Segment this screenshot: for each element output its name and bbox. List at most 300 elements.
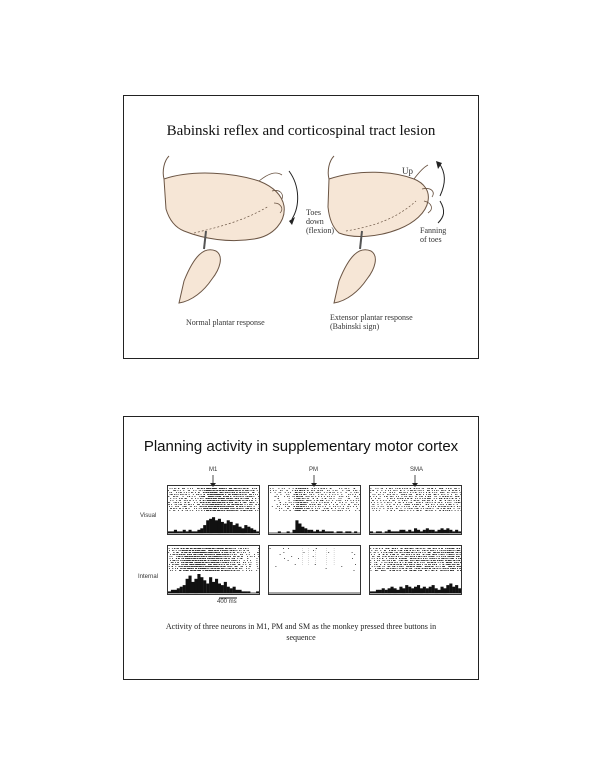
spike-mark — [218, 496, 219, 497]
spike-mark — [176, 560, 177, 561]
spike-mark — [245, 548, 246, 549]
spike-mark — [186, 570, 187, 571]
spike-mark — [185, 502, 186, 503]
spike-mark — [194, 506, 195, 507]
spike-mark — [407, 560, 408, 561]
spike-mark — [234, 558, 235, 559]
spike-mark — [384, 564, 385, 565]
spike-mark — [198, 556, 199, 557]
spike-mark — [198, 504, 199, 505]
spike-mark — [409, 496, 410, 497]
spike-mark — [277, 504, 278, 505]
spike-mark — [326, 500, 327, 501]
spike-mark — [452, 556, 453, 557]
spike-mark — [251, 562, 252, 563]
spike-mark — [441, 508, 442, 509]
spike-mark — [175, 548, 176, 549]
spike-mark — [173, 560, 174, 561]
spike-mark — [426, 570, 427, 571]
spike-mark — [218, 566, 219, 567]
spike-mark — [392, 548, 393, 549]
spike-mark — [186, 508, 187, 509]
spike-mark — [392, 550, 393, 551]
spike-mark — [418, 510, 419, 511]
spike-mark — [382, 570, 383, 571]
spike-mark — [336, 504, 337, 505]
spike-mark — [180, 502, 181, 503]
spike-mark — [185, 498, 186, 499]
spike-mark — [387, 548, 388, 549]
spike-mark — [439, 558, 440, 559]
spike-mark — [453, 498, 454, 499]
spike-mark — [386, 554, 387, 555]
spike-mark — [185, 502, 186, 503]
spike-mark — [453, 564, 454, 565]
histogram-bar — [218, 519, 221, 533]
spike-mark — [451, 562, 452, 563]
spike-mark — [388, 568, 389, 569]
spike-mark — [233, 560, 234, 561]
spike-mark — [223, 558, 224, 559]
fanning-label — [420, 226, 446, 244]
spike-mark — [376, 508, 377, 509]
spike-mark — [220, 496, 221, 497]
spike-mark — [419, 496, 420, 497]
spike-mark — [443, 564, 444, 565]
spike-mark — [435, 568, 436, 569]
spike-mark — [246, 494, 247, 495]
spike-mark — [172, 550, 173, 551]
spike-mark — [239, 560, 240, 561]
spike-mark — [183, 506, 184, 507]
spike-mark — [398, 556, 399, 557]
raster-histogram — [370, 546, 461, 594]
spike-mark — [371, 554, 372, 555]
spike-mark — [200, 562, 201, 563]
spike-mark — [454, 554, 455, 555]
spike-mark — [411, 566, 412, 567]
spike-mark — [213, 554, 214, 555]
spike-mark — [255, 494, 256, 495]
spike-mark — [406, 506, 407, 507]
spike-mark — [425, 558, 426, 559]
spike-mark — [247, 560, 248, 561]
spike-mark — [210, 508, 211, 509]
spike-mark — [216, 552, 217, 553]
spike-mark — [206, 552, 207, 553]
spike-mark — [189, 566, 190, 567]
spike-mark — [241, 510, 242, 511]
histogram-bar — [174, 590, 177, 593]
spike-mark — [212, 554, 213, 555]
spike-mark — [460, 552, 461, 553]
spike-mark — [426, 568, 427, 569]
spike-mark — [406, 552, 407, 553]
spike-mark — [252, 496, 253, 497]
spike-mark — [390, 552, 391, 553]
spike-mark — [346, 508, 347, 509]
spike-mark — [398, 554, 399, 555]
spike-mark — [388, 568, 389, 569]
spike-mark — [451, 506, 452, 507]
spike-mark — [431, 560, 432, 561]
spike-mark — [426, 564, 427, 565]
spike-mark — [216, 502, 217, 503]
spike-mark — [235, 550, 236, 551]
spike-mark — [221, 506, 222, 507]
spike-mark — [457, 550, 458, 551]
spike-mark — [211, 500, 212, 501]
spike-mark — [355, 510, 356, 511]
spike-mark — [429, 494, 430, 495]
spike-mark — [379, 548, 380, 549]
spike-mark — [411, 564, 412, 565]
spike-mark — [210, 548, 211, 549]
spike-mark — [450, 562, 451, 563]
spike-mark — [280, 504, 281, 505]
spike-mark — [440, 566, 441, 567]
spike-mark — [302, 508, 303, 509]
spike-mark — [176, 500, 177, 501]
spike-mark — [308, 506, 309, 507]
spike-mark — [411, 498, 412, 499]
spike-mark — [392, 508, 393, 509]
spike-mark — [404, 550, 405, 551]
spike-mark — [205, 506, 206, 507]
spike-mark — [212, 496, 213, 497]
spike-mark — [286, 510, 287, 511]
spike-mark — [377, 568, 378, 569]
spike-mark — [235, 498, 236, 499]
spike-mark — [225, 494, 226, 495]
histogram-bar — [455, 585, 458, 593]
scale-bar-label: 400 ms — [217, 599, 237, 605]
spike-mark — [407, 554, 408, 555]
histogram-bar — [197, 530, 200, 533]
spike-mark — [212, 494, 213, 495]
spike-mark — [298, 510, 299, 511]
spike-mark — [311, 502, 312, 503]
spike-mark — [171, 504, 172, 505]
spike-mark — [390, 570, 391, 571]
spike-mark — [434, 498, 435, 499]
spike-mark — [428, 548, 429, 549]
spike-mark — [329, 504, 330, 505]
spike-mark — [393, 494, 394, 495]
histogram-bar — [224, 582, 227, 593]
spike-mark — [241, 550, 242, 551]
normal-response-caption: Normal plantar response — [186, 318, 265, 327]
spike-mark — [214, 550, 215, 551]
spike-mark — [202, 562, 203, 563]
spike-mark — [318, 496, 319, 497]
spike-mark — [218, 504, 219, 505]
spike-mark — [189, 502, 190, 503]
spike-mark — [432, 570, 433, 571]
spike-mark — [416, 568, 417, 569]
spike-mark — [453, 552, 454, 553]
spike-mark — [453, 558, 454, 559]
spike-mark — [183, 550, 184, 551]
spike-mark — [192, 548, 193, 549]
spike-mark — [219, 500, 220, 501]
spike-mark — [397, 552, 398, 553]
spike-mark — [377, 566, 378, 567]
spike-mark — [212, 566, 213, 567]
spike-mark — [436, 552, 437, 553]
spike-mark — [413, 556, 414, 557]
spike-mark — [257, 560, 258, 561]
spike-mark — [219, 554, 220, 555]
spike-mark — [308, 500, 309, 501]
spike-mark — [188, 504, 189, 505]
spike-mark — [184, 500, 185, 501]
spike-mark — [174, 560, 175, 561]
spike-mark — [232, 558, 233, 559]
spike-mark — [318, 506, 319, 507]
histogram-bar — [310, 530, 313, 533]
spike-mark — [309, 504, 310, 505]
spike-mark — [438, 502, 439, 503]
spike-mark — [454, 566, 455, 567]
spike-mark — [384, 568, 385, 569]
spike-mark — [177, 562, 178, 563]
spike-mark — [205, 508, 206, 509]
histogram-bar — [441, 587, 444, 593]
spike-mark — [189, 496, 190, 497]
spike-mark — [224, 550, 225, 551]
spike-mark — [258, 568, 259, 569]
spike-mark — [215, 564, 216, 565]
spike-mark — [391, 556, 392, 557]
spike-mark — [390, 504, 391, 505]
spike-mark — [278, 498, 279, 499]
spike-mark — [395, 568, 396, 569]
spike-mark — [230, 510, 231, 511]
spike-mark — [229, 566, 230, 567]
histogram-bar — [197, 574, 200, 593]
spike-mark — [387, 562, 388, 563]
spike-mark — [186, 504, 187, 505]
spike-mark — [429, 570, 430, 571]
spike-mark — [201, 506, 202, 507]
spike-mark — [411, 500, 412, 501]
spike-mark — [237, 560, 238, 561]
spike-mark — [377, 558, 378, 559]
spike-mark — [187, 558, 188, 559]
spike-mark — [395, 562, 396, 563]
spike-mark — [187, 496, 188, 497]
spike-mark — [179, 498, 180, 499]
spike-mark — [353, 502, 354, 503]
spike-mark — [413, 570, 414, 571]
histogram-bar — [388, 530, 391, 533]
spike-mark — [190, 552, 191, 553]
spike-mark — [390, 570, 391, 571]
spike-mark — [295, 510, 296, 511]
spike-mark — [208, 566, 209, 567]
spike-mark — [379, 568, 380, 569]
spike-mark — [234, 496, 235, 497]
spike-mark — [218, 498, 219, 499]
spike-mark — [460, 502, 461, 503]
spike-mark — [211, 568, 212, 569]
spike-mark — [441, 504, 442, 505]
spike-mark — [352, 558, 353, 559]
spike-mark — [296, 508, 297, 509]
spike-mark — [372, 500, 373, 501]
spike-mark — [394, 556, 395, 557]
spike-mark — [211, 504, 212, 505]
spike-mark — [295, 564, 296, 565]
spike-mark — [206, 554, 207, 555]
spike-mark — [375, 494, 376, 495]
spike-mark — [173, 500, 174, 501]
spike-mark — [350, 506, 351, 507]
spike-mark — [409, 494, 410, 495]
spike-mark — [435, 548, 436, 549]
histogram-bar — [322, 530, 325, 533]
spike-mark — [235, 504, 236, 505]
spike-mark — [175, 566, 176, 567]
normal-foot-drawing — [163, 156, 297, 303]
spike-mark — [232, 498, 233, 499]
spike-mark — [218, 570, 219, 571]
histogram-bar — [382, 588, 385, 593]
spike-mark — [237, 500, 238, 501]
spike-mark — [185, 506, 186, 507]
spike-mark — [231, 510, 232, 511]
spike-mark — [455, 550, 456, 551]
spike-mark — [422, 560, 423, 561]
spike-mark — [383, 506, 384, 507]
spike-mark — [241, 568, 242, 569]
spike-mark — [387, 502, 388, 503]
spike-mark — [410, 562, 411, 563]
spike-mark — [234, 570, 235, 571]
spike-mark — [450, 508, 451, 509]
spike-mark — [196, 562, 197, 563]
spike-mark — [218, 554, 219, 555]
spike-mark — [355, 564, 356, 565]
spike-mark — [201, 494, 202, 495]
spike-mark — [418, 570, 419, 571]
spike-mark — [394, 504, 395, 505]
spike-mark — [238, 504, 239, 505]
spike-mark — [433, 550, 434, 551]
spike-mark — [450, 548, 451, 549]
spike-mark — [386, 548, 387, 549]
spike-mark — [248, 548, 249, 549]
spike-mark — [251, 570, 252, 571]
spike-mark — [212, 560, 213, 561]
spike-mark — [325, 510, 326, 511]
spike-mark — [175, 506, 176, 507]
spike-mark — [190, 560, 191, 561]
spike-mark — [223, 568, 224, 569]
spike-mark — [447, 510, 448, 511]
spike-mark — [289, 502, 290, 503]
spike-mark — [356, 504, 357, 505]
spike-mark — [381, 570, 382, 571]
spike-mark — [451, 566, 452, 567]
spike-mark — [352, 552, 353, 553]
spike-mark — [407, 500, 408, 501]
spike-mark — [200, 502, 201, 503]
spike-mark — [379, 554, 380, 555]
spike-mark — [313, 510, 314, 511]
spike-mark — [187, 556, 188, 557]
spike-mark — [420, 552, 421, 553]
spike-mark — [252, 498, 253, 499]
spike-mark — [440, 568, 441, 569]
spike-mark — [371, 550, 372, 551]
spike-mark — [185, 550, 186, 551]
spike-mark — [209, 494, 210, 495]
spike-mark — [382, 568, 383, 569]
spike-mark — [229, 558, 230, 559]
spike-mark — [236, 510, 237, 511]
spike-mark — [389, 564, 390, 565]
spike-mark — [377, 502, 378, 503]
spike-mark — [451, 560, 452, 561]
spike-mark — [392, 562, 393, 563]
spike-mark — [429, 560, 430, 561]
spike-mark — [232, 494, 233, 495]
spike-mark — [311, 494, 312, 495]
spike-mark — [192, 556, 193, 557]
spike-mark — [449, 566, 450, 567]
spike-mark — [459, 500, 460, 501]
spike-mark — [443, 562, 444, 563]
spike-mark — [248, 550, 249, 551]
spike-mark — [432, 558, 433, 559]
babinski-caption — [330, 313, 413, 331]
spike-mark — [373, 548, 374, 549]
spike-mark — [439, 498, 440, 499]
spike-mark — [207, 566, 208, 567]
spike-mark — [441, 552, 442, 553]
spike-mark — [449, 502, 450, 503]
spike-mark — [429, 508, 430, 509]
spike-mark — [243, 552, 244, 553]
spike-mark — [198, 494, 199, 495]
spike-mark — [169, 550, 170, 551]
spike-mark — [416, 506, 417, 507]
raster-histogram — [269, 546, 360, 594]
spike-mark — [251, 502, 252, 503]
spike-mark — [327, 496, 328, 497]
spike-mark — [242, 496, 243, 497]
spike-mark — [227, 570, 228, 571]
spike-mark — [457, 568, 458, 569]
histogram-bar — [230, 588, 233, 593]
spike-mark — [411, 562, 412, 563]
spike-mark — [420, 502, 421, 503]
spike-mark — [396, 556, 397, 557]
spike-mark — [216, 508, 217, 509]
spike-mark — [305, 510, 306, 511]
spike-mark — [415, 500, 416, 501]
spike-mark — [401, 550, 402, 551]
spike-mark — [415, 508, 416, 509]
spike-mark — [398, 550, 399, 551]
spike-mark — [251, 506, 252, 507]
spike-mark — [172, 562, 173, 563]
spike-mark — [397, 562, 398, 563]
spike-mark — [193, 566, 194, 567]
spike-mark — [374, 504, 375, 505]
